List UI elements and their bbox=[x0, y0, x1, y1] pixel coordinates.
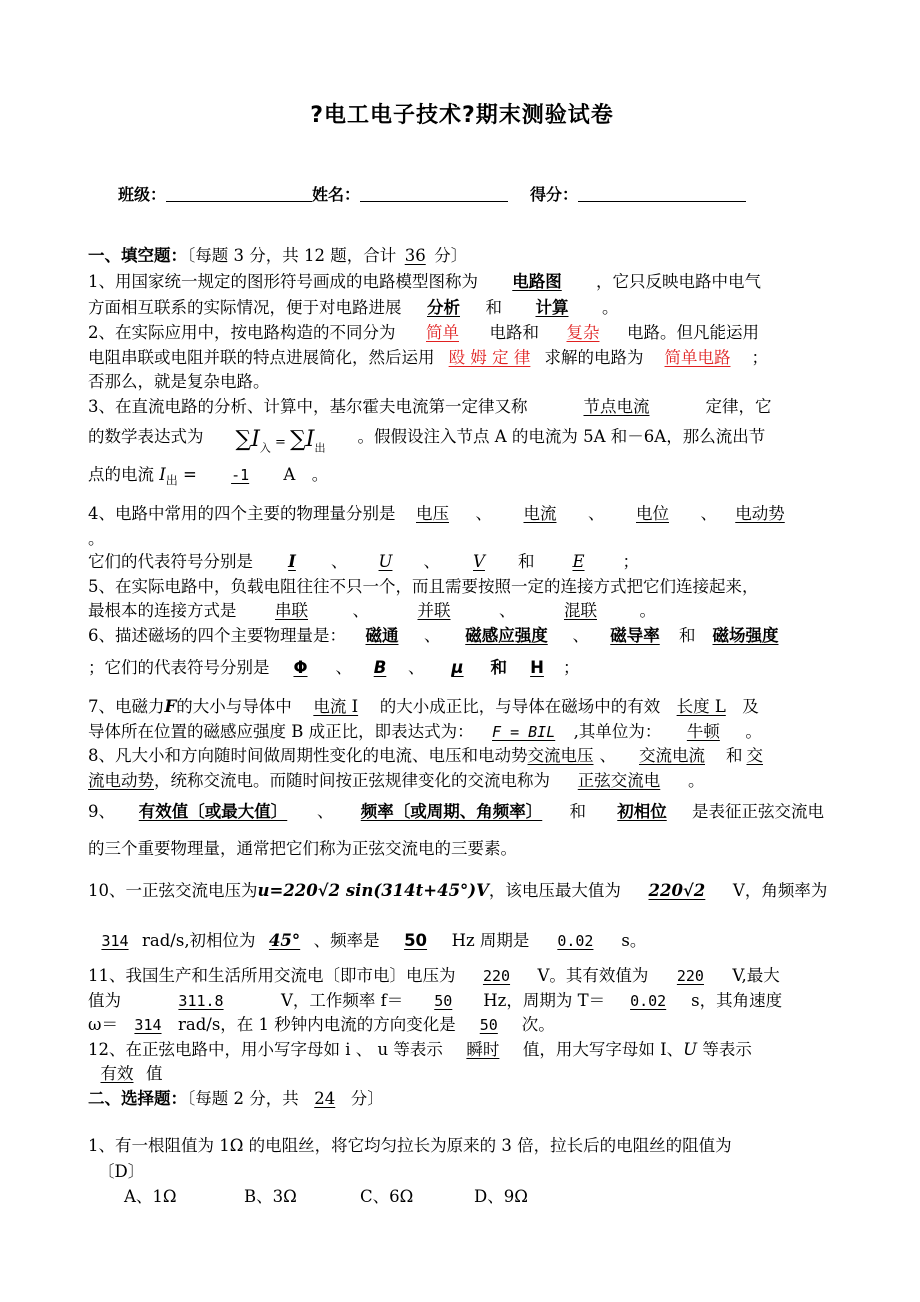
q12-answer-2: 有效 bbox=[100, 1064, 134, 1083]
q4-answer-3: 电位 bbox=[636, 504, 669, 523]
option-a[interactable]: A、1Ω bbox=[124, 1187, 177, 1206]
q10-answer-1: 220√2 bbox=[648, 881, 706, 900]
section2-heading: 二、选择题：〔每题 2 分，共 24 分〕 bbox=[88, 1089, 384, 1108]
name-blank[interactable] bbox=[360, 185, 508, 202]
q6-line1: 6、描述磁场的四个主要物理量是： 磁通 、 磁感应强度 、 磁导率 和 磁场强度 bbox=[88, 625, 792, 647]
q11-answer-1: 220 bbox=[482, 967, 511, 985]
option-d[interactable]: D、9Ω bbox=[474, 1187, 528, 1206]
q4-answer-4: 电动势 bbox=[735, 504, 785, 523]
q3-formula: $\sum I_入 = \sum I_出$ bbox=[235, 427, 326, 455]
q5-answer-2: 并联 bbox=[417, 601, 451, 620]
q3-line3: 点的电流 $I_出 = -1$ A 。 bbox=[88, 465, 329, 488]
student-info-row bbox=[118, 182, 746, 205]
q10-answer-3: 45° bbox=[268, 931, 301, 950]
q1-answer-2: 分析 bbox=[427, 298, 460, 317]
q10-answer-5: 0.02 bbox=[557, 932, 594, 950]
q6-line2: ；它们的代表符号分别是 Φ 、 B 、 μ 和 H ； bbox=[88, 658, 580, 677]
name-label: 姓名： bbox=[312, 185, 361, 204]
q7-answer-2: 长度 L bbox=[676, 697, 726, 716]
q12-answer-1: 瞬时 bbox=[466, 1040, 500, 1059]
q7-answer-1: 电流 I bbox=[313, 697, 359, 716]
q4-line2: 。 bbox=[88, 529, 105, 548]
class-label: 班级： bbox=[118, 185, 167, 204]
q11-answer-6: 314 bbox=[134, 1016, 162, 1034]
q7-answer-4: 牛顿 bbox=[686, 722, 720, 741]
q6-answer-3: 磁导率 bbox=[610, 626, 660, 645]
q8-line2: 流电动势，统称交流电。而随时间按正弦规律变化的交流电称为 正弦交流电 。 bbox=[88, 771, 705, 790]
q5-answer-3: 混联 bbox=[564, 601, 597, 620]
q11-line2: 值为 311.8 V，工作频率 f＝ 50 Hz，周期为 T＝ 0.02 s，其角速度 bbox=[88, 991, 783, 1010]
q6-answer-7: μ bbox=[451, 658, 464, 677]
choice1-answer: 〔D〕 bbox=[98, 1162, 145, 1181]
q9-answer-1: 有效值〔或最大值〕 bbox=[138, 802, 288, 821]
q4-line3: 它们的代表符号分别是 I 、 U 、 V 和 E ； bbox=[88, 552, 639, 571]
q12-line2: 有效 值 bbox=[88, 1063, 163, 1085]
q11-answer-7: 50 bbox=[479, 1016, 498, 1034]
q9-line1: 9、 有效值〔或最大值〕 、 频率〔或周期、角频率〕 和 初相位 是表征正弦交流电 bbox=[88, 802, 824, 821]
q4-answer-6: U bbox=[378, 552, 393, 571]
q11-line1: 11、我国生产和生活所用交流电〔即市电〕电压为 220 V。其有效值为 220 V,最大 bbox=[88, 966, 780, 985]
q2-line1: 2、在实际应用中，按电路构造的不同分为 简单 电路和 复杂 电路。但凡能运用 bbox=[88, 323, 759, 342]
q3-answer-1: 节点电流 bbox=[583, 397, 650, 416]
q4-line1: 4、电路中常用的四个主要的物理量分别是 电压 、 电流 、 电位 、 电动势 bbox=[88, 503, 797, 525]
q10-answer-4: 50 bbox=[404, 931, 428, 950]
section1-heading: 一、填空题：〔每题 3 分，共 12 题，合计 36 分〕 bbox=[88, 246, 468, 265]
q2-answer-3: 殴 姆 定 律 bbox=[448, 348, 531, 367]
q11-answer-4: 50 bbox=[434, 992, 453, 1010]
q11-answer-2: 220 bbox=[676, 967, 704, 985]
q3-line1: 3、在直流电路的分析、计算中，基尔霍夫电流第一定律又称 节点电流 定律，它 bbox=[88, 397, 772, 416]
score-blank[interactable] bbox=[578, 185, 746, 202]
q2-answer-1: 简单 bbox=[426, 323, 459, 342]
q9-answer-3: 初相位 bbox=[617, 802, 667, 821]
q10-expression: u=220√2 sin(314t+45°)V bbox=[257, 881, 489, 900]
q8-answer-3a: 交 bbox=[746, 746, 763, 765]
q2-line3: 否那么，就是复杂电路。 bbox=[88, 372, 270, 391]
q8-line1: 8、凡大小和方向随时间做周期性变化的电流、电压和电动势交流电压 、 交流电流 和 交 bbox=[88, 746, 763, 765]
q1-answer-1: 电路图 bbox=[512, 272, 562, 291]
q6-answer-1: 磁通 bbox=[365, 626, 399, 645]
q11-answer-3: 311.8 bbox=[178, 992, 224, 1010]
q11-line3: ω＝ 314 rad/s，在 1 秒钟内电流的方向变化是 50 次。 bbox=[88, 1015, 555, 1034]
option-b[interactable]: B、3Ω bbox=[244, 1187, 297, 1206]
q9-line2: 的三个重要物理量，通常把它们称为正弦交流电的三要素。 bbox=[88, 839, 517, 858]
q3-line2: 的数学表达式为 $\sum I_入 = \sum I_出$。假假设注入节点 A 的电流为 5A 和－6A，那么流出节 bbox=[88, 426, 765, 459]
page-title: ?电工电子技术?期末测验试卷 bbox=[310, 103, 614, 128]
q2-line2: 电阻串联或电阻并联的特点进展简化，然后运用 殴 姆 定 律 求解的电路为 简单电路 ； bbox=[88, 348, 768, 367]
choice1-options bbox=[124, 1186, 554, 1208]
q6-answer-4: 磁场强度 bbox=[712, 626, 779, 645]
q10-line1: 10、一正弦交流电压为u=220√2 sin(314t+45°)V，该电压最大值为 220√2 V，角频率为 bbox=[88, 881, 828, 900]
q12-line1: 12、在正弦电路中，用小写字母如 i 、 u 等表示 瞬时 值，用大写字母如 I、U 等表示 bbox=[88, 1040, 752, 1059]
q6-answer-8: H bbox=[530, 658, 544, 677]
q4-answer-2: 电流 bbox=[523, 504, 557, 523]
q6-answer-6: B bbox=[373, 658, 387, 677]
q9-answer-2: 频率〔或周期、角频率〕 bbox=[360, 802, 543, 821]
q10-answer-2: 314 bbox=[101, 932, 129, 950]
q5-line1: 5、在实际电路中，负载电阻往往不只一个，而且需要按照一定的连接方式把它们连接起来， bbox=[88, 577, 759, 596]
q6-answer-5: Φ bbox=[293, 658, 308, 677]
q1-line1: 1、用国家统一规定的图形符号画成的电路模型图称为 电路图 ，它只反映电路中电气 bbox=[88, 272, 761, 291]
q2-answer-2: 复杂 bbox=[566, 323, 600, 342]
option-c[interactable]: C、6Ω bbox=[360, 1187, 414, 1206]
q7-line2: 导体所在位置的磁感应强度 B 成正比，即表达式为： F = BIL ,其单位为： 牛顿 。 bbox=[88, 722, 762, 741]
q5-answer-1: 串联 bbox=[275, 601, 308, 620]
q4-answer-1: 电压 bbox=[416, 504, 449, 523]
q8-answer-2: 交流电流 bbox=[639, 746, 705, 765]
q8-answer-4: 正弦交流电 bbox=[577, 771, 661, 790]
q4-answer-5: I bbox=[288, 552, 296, 571]
q4-answer-7: V bbox=[473, 552, 485, 571]
q1-answer-3: 计算 bbox=[535, 298, 569, 317]
class-blank[interactable] bbox=[166, 185, 312, 202]
q6-answer-2: 磁感应强度 bbox=[465, 626, 548, 645]
choice1-stem: 1、有一根阻值为 1Ω 的电阻丝，将它均匀拉长为原来的 3 倍，拉长后的电阻丝的阻值为 bbox=[88, 1136, 732, 1155]
q7-line1: 7、电磁力F的大小与导体中 电流 I 的大小成正比，与导体在磁场中的有效 长度 L 及 bbox=[88, 697, 759, 716]
q3-answer-2: -1 bbox=[231, 466, 250, 484]
q1-line2: 方面相互联系的实际情况，便于对电路进展 分析 和 计算 。 bbox=[88, 298, 619, 317]
score-label: 得分： bbox=[530, 185, 579, 204]
q5-line2: 最根本的连接方式是 串联 、 并联 、 混联 。 bbox=[88, 601, 656, 620]
q8-answer-3b: 流电动势 bbox=[88, 771, 154, 790]
q2-answer-4: 简单电路 bbox=[664, 348, 731, 367]
q8-answer-1: 交流电压 bbox=[527, 746, 594, 765]
q4-answer-8: E bbox=[572, 552, 585, 571]
q10-line2: 314 rad/s,初相位为 45° 、频率是 50 Hz 周期是 0.02 s。 bbox=[88, 930, 646, 952]
q11-answer-5: 0.02 bbox=[630, 992, 667, 1010]
q7-answer-3: F = BIL bbox=[492, 723, 556, 741]
